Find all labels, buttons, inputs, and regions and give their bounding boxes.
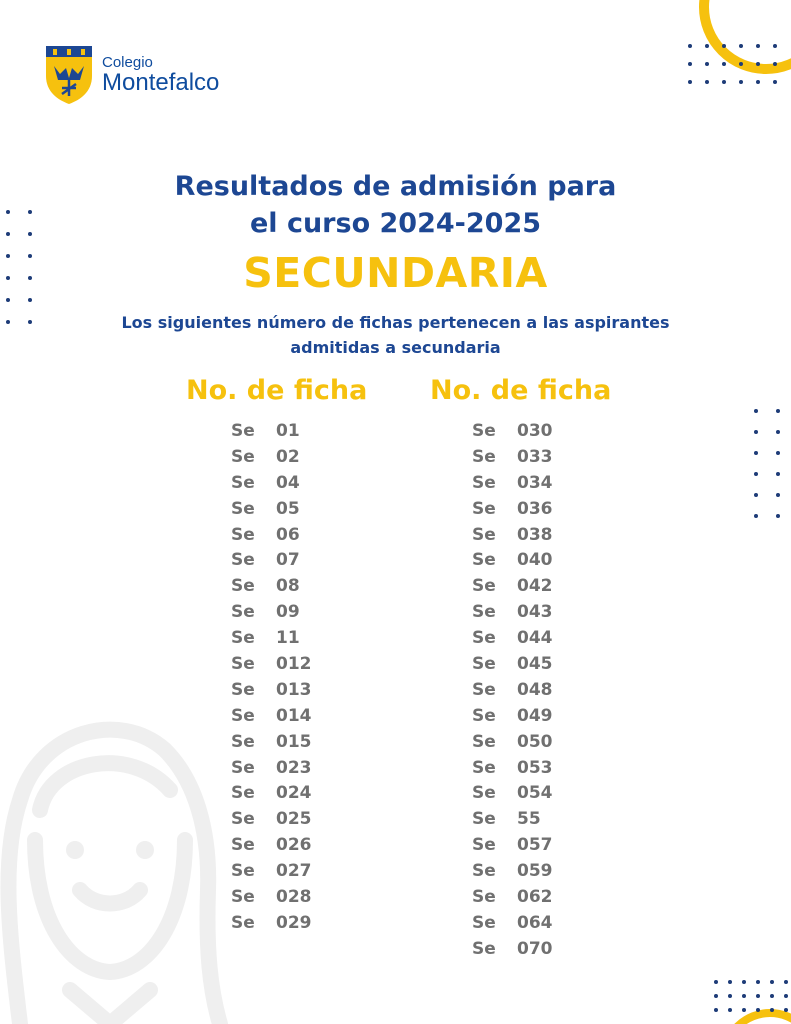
list-item bbox=[231, 444, 367, 470]
ficha-number: 015 bbox=[276, 731, 312, 752]
ficha-prefix: Se bbox=[231, 653, 255, 674]
page-title-line-1: Resultados de admisión para bbox=[174, 171, 617, 202]
ficha-number: 033 bbox=[517, 446, 553, 467]
ficha-prefix: Se bbox=[472, 420, 496, 441]
ficha-prefix: Se bbox=[472, 835, 496, 856]
ficha-prefix: Se bbox=[231, 912, 255, 933]
list-item bbox=[472, 547, 611, 573]
ficha-column-right bbox=[430, 374, 611, 962]
ficha-prefix: Se bbox=[472, 809, 496, 830]
ficha-prefix: Se bbox=[472, 602, 496, 623]
decorative-dots bbox=[754, 409, 780, 518]
ficha-number: 045 bbox=[517, 653, 553, 674]
ficha-number: 027 bbox=[276, 861, 312, 882]
ficha-number: 55 bbox=[517, 809, 541, 830]
ficha-prefix: Se bbox=[472, 731, 496, 752]
ficha-number: 05 bbox=[276, 498, 300, 519]
ficha-number: 030 bbox=[517, 420, 553, 441]
ficha-prefix: Se bbox=[472, 912, 496, 933]
ficha-prefix: Se bbox=[472, 472, 496, 493]
ficha-prefix: Se bbox=[231, 550, 255, 571]
list-item bbox=[472, 418, 611, 444]
ficha-prefix: Se bbox=[231, 809, 255, 830]
list-item bbox=[231, 884, 367, 910]
ficha-prefix: Se bbox=[472, 498, 496, 519]
ficha-number: 026 bbox=[276, 835, 312, 856]
ficha-number: 01 bbox=[276, 420, 300, 441]
list-item bbox=[231, 573, 367, 599]
ficha-prefix: Se bbox=[231, 731, 255, 752]
ficha-number: 025 bbox=[276, 809, 312, 830]
list-item bbox=[231, 547, 367, 573]
ficha-prefix: Se bbox=[231, 886, 255, 907]
description-line-2: admitidas a secundaria bbox=[290, 338, 501, 357]
ficha-number: 024 bbox=[276, 783, 312, 804]
ficha-number: 057 bbox=[517, 835, 553, 856]
ficha-list bbox=[472, 418, 611, 962]
list-item bbox=[231, 418, 367, 444]
ficha-prefix: Se bbox=[472, 653, 496, 674]
list-item bbox=[472, 910, 611, 936]
ficha-number: 036 bbox=[517, 498, 553, 519]
list-item bbox=[231, 858, 367, 884]
list-item bbox=[231, 780, 367, 806]
ficha-prefix: Se bbox=[472, 446, 496, 467]
ficha-prefix: Se bbox=[231, 446, 255, 467]
logo-text-colegio: Colegio bbox=[102, 54, 153, 71]
decorative-dots bbox=[714, 980, 788, 1012]
ficha-number: 02 bbox=[276, 446, 300, 467]
ficha-number: 04 bbox=[276, 472, 300, 493]
description bbox=[0, 310, 791, 360]
ficha-number: 064 bbox=[517, 912, 553, 933]
list-item bbox=[231, 496, 367, 522]
ficha-column-left bbox=[186, 374, 367, 936]
list-item bbox=[231, 599, 367, 625]
list-item bbox=[472, 573, 611, 599]
list-item bbox=[231, 522, 367, 548]
page-title-line-2: el curso 2024-2025 bbox=[249, 208, 542, 239]
ficha-number: 053 bbox=[517, 757, 553, 778]
ficha-prefix: Se bbox=[472, 524, 496, 545]
list-item bbox=[472, 832, 611, 858]
ficha-prefix: Se bbox=[472, 757, 496, 778]
ficha-prefix: Se bbox=[231, 705, 255, 726]
decorative-dots bbox=[688, 44, 777, 84]
list-item bbox=[231, 651, 367, 677]
ficha-prefix: Se bbox=[472, 783, 496, 804]
list-item bbox=[472, 703, 611, 729]
ficha-number: 013 bbox=[276, 679, 312, 700]
ficha-number: 038 bbox=[517, 524, 553, 545]
school-logo bbox=[44, 44, 219, 106]
list-item bbox=[472, 599, 611, 625]
list-item bbox=[472, 755, 611, 781]
ficha-number: 040 bbox=[517, 550, 553, 571]
level-title: SECUNDARIA bbox=[243, 249, 548, 297]
school-crest-icon bbox=[44, 44, 94, 106]
ficha-prefix: Se bbox=[231, 498, 255, 519]
page-title bbox=[0, 168, 791, 242]
ficha-prefix: Se bbox=[472, 705, 496, 726]
list-item bbox=[472, 677, 611, 703]
list-item bbox=[472, 884, 611, 910]
list-item bbox=[472, 444, 611, 470]
logo-text-montefalco: Montefalco bbox=[102, 69, 220, 96]
list-item bbox=[472, 780, 611, 806]
list-item bbox=[231, 755, 367, 781]
ficha-number: 059 bbox=[517, 861, 553, 882]
ficha-number: 012 bbox=[276, 653, 312, 674]
ficha-prefix: Se bbox=[231, 576, 255, 597]
list-item bbox=[231, 729, 367, 755]
ficha-prefix: Se bbox=[472, 550, 496, 571]
list-item bbox=[472, 858, 611, 884]
ficha-list bbox=[231, 418, 367, 936]
ficha-number: 014 bbox=[276, 705, 312, 726]
list-item bbox=[231, 470, 367, 496]
ficha-prefix: Se bbox=[231, 757, 255, 778]
ficha-prefix: Se bbox=[231, 783, 255, 804]
ficha-number: 044 bbox=[517, 628, 553, 649]
ficha-number: 043 bbox=[517, 602, 553, 623]
ficha-prefix: Se bbox=[472, 679, 496, 700]
ficha-prefix: Se bbox=[231, 524, 255, 545]
ficha-prefix: Se bbox=[231, 602, 255, 623]
list-item bbox=[472, 522, 611, 548]
list-item bbox=[231, 677, 367, 703]
ficha-number: 06 bbox=[276, 524, 300, 545]
ficha-number: 042 bbox=[517, 576, 553, 597]
ficha-prefix: Se bbox=[472, 861, 496, 882]
list-item bbox=[231, 703, 367, 729]
ficha-prefix: Se bbox=[231, 679, 255, 700]
list-item bbox=[472, 651, 611, 677]
ficha-number: 048 bbox=[517, 679, 553, 700]
ficha-prefix: Se bbox=[231, 628, 255, 649]
ficha-number: 07 bbox=[276, 550, 300, 571]
ficha-prefix: Se bbox=[231, 861, 255, 882]
column-header: No. de ficha bbox=[186, 375, 368, 406]
list-item bbox=[231, 910, 367, 936]
ficha-prefix: Se bbox=[231, 472, 255, 493]
ficha-prefix: Se bbox=[472, 576, 496, 597]
ficha-number: 049 bbox=[517, 705, 553, 726]
description-line-1: Los siguientes número de fichas pertenecen a las aspirantes bbox=[121, 313, 670, 332]
list-item bbox=[472, 806, 611, 832]
ficha-number: 023 bbox=[276, 757, 312, 778]
ficha-prefix: Se bbox=[472, 628, 496, 649]
ficha-number: 028 bbox=[276, 886, 312, 907]
ficha-number: 029 bbox=[276, 912, 312, 933]
list-item bbox=[231, 806, 367, 832]
ficha-number: 054 bbox=[517, 783, 553, 804]
list-item bbox=[472, 625, 611, 651]
ficha-prefix: Se bbox=[472, 938, 496, 959]
list-item bbox=[472, 729, 611, 755]
list-item bbox=[472, 470, 611, 496]
ficha-prefix: Se bbox=[231, 835, 255, 856]
ficha-number: 062 bbox=[517, 886, 553, 907]
ficha-number: 08 bbox=[276, 576, 300, 597]
list-item bbox=[472, 936, 611, 962]
list-item bbox=[231, 832, 367, 858]
ficha-prefix: Se bbox=[231, 420, 255, 441]
list-item bbox=[472, 496, 611, 522]
ficha-number: 034 bbox=[517, 472, 553, 493]
list-item bbox=[231, 625, 367, 651]
ficha-number: 050 bbox=[517, 731, 553, 752]
ficha-number: 070 bbox=[517, 938, 553, 959]
ficha-number: 11 bbox=[276, 628, 300, 649]
column-header: No. de ficha bbox=[430, 375, 612, 406]
ficha-prefix: Se bbox=[472, 886, 496, 907]
ficha-number: 09 bbox=[276, 602, 300, 623]
